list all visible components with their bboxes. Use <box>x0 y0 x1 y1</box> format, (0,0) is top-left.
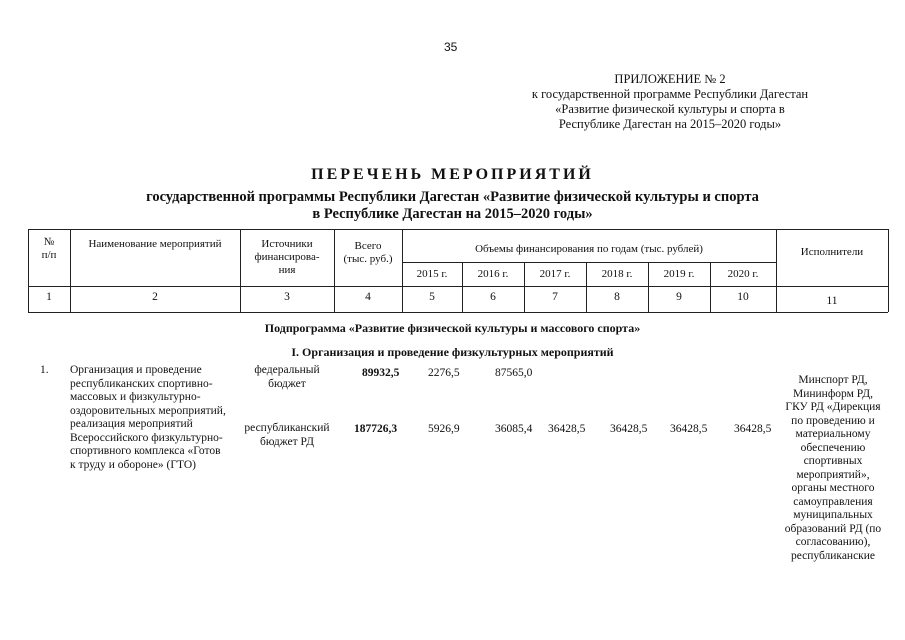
header-volumes: Объемы финансирования по годам (тыс. рублей) <box>475 243 703 255</box>
source-line: федеральный <box>254 364 320 376</box>
republican-total: 187726,3 <box>354 423 398 435</box>
document-subtitle <box>0 189 905 223</box>
column-number: 1 <box>46 291 52 303</box>
activity-name-line: оздоровительных мероприятий, <box>70 404 226 417</box>
activity-name-line: массовых и физкультурно- <box>70 391 201 403</box>
header-num-line: № <box>43 236 55 248</box>
activity-name-line: реализация мероприятий <box>70 418 193 430</box>
executors-line: образований РД (по <box>784 522 882 535</box>
numbers-row-bottom <box>28 312 888 313</box>
header-total <box>334 240 402 266</box>
activity-name-line: Организация и проведение <box>70 364 202 376</box>
executors-line: муниципальных <box>793 509 873 521</box>
executors-line: республиканские <box>790 549 876 562</box>
activity-name-line: республиканских спортивно- <box>70 377 213 390</box>
column-number: 11 <box>826 295 838 307</box>
republican-2016: 36085,4 <box>495 423 533 435</box>
column-number: 8 <box>614 291 620 303</box>
federal-total: 89932,5 <box>362 367 400 379</box>
column-number: 7 <box>552 291 558 303</box>
appendix-line: Республике Дагестан на 2015–2020 годы» <box>558 117 782 131</box>
executors <box>772 374 894 563</box>
header-num <box>28 236 70 262</box>
source-line: бюджет РД <box>260 435 314 448</box>
executors-line: мероприятий», <box>796 468 870 481</box>
subtitle-line: в Республике Дагестан на 2015–2020 годы» <box>312 206 593 222</box>
activity-name-line: спортивного комплекса «Готов <box>70 445 221 457</box>
document-title: ПЕРЕЧЕНЬ МЕРОПРИЯТИЙ <box>311 166 594 183</box>
republican-2017: 36428,5 <box>548 423 586 435</box>
header-year: 2015 г. <box>416 268 448 280</box>
activity-name <box>70 364 226 472</box>
executors-line: по проведению и <box>791 414 875 427</box>
header-year: 2018 г. <box>601 268 633 280</box>
header-sources-line: ния <box>278 264 296 276</box>
republican-2015: 5926,9 <box>428 423 460 435</box>
federal-2015: 2276,5 <box>428 367 460 379</box>
column-number: 6 <box>490 291 496 303</box>
column-number: 4 <box>365 291 371 303</box>
executors-line: спортивных <box>803 455 863 467</box>
federal-2016: 87565,0 <box>495 367 533 379</box>
header-year: 2020 г. <box>727 268 759 280</box>
header-total-line: Всего <box>354 240 382 252</box>
header-total-line: (тыс. руб.) <box>343 253 393 265</box>
column-number: 3 <box>284 291 290 303</box>
executors-line: согласованию), <box>795 536 871 548</box>
executors-line: самоуправления <box>793 495 873 508</box>
executors-line: Минспорт РД, <box>798 374 868 386</box>
executors-line: органы местного <box>791 482 875 494</box>
years-divider <box>402 262 776 263</box>
executors-line: ГКУ РД «Дирекция <box>785 401 881 413</box>
subprogram-title: Подпрограмма «Развитие физической культуры и массового спорта» <box>264 321 641 335</box>
page-number: 35 <box>444 40 458 54</box>
republican-2020: 36428,5 <box>734 423 772 435</box>
activity-name-line: к труду и обороне» (ГТО) <box>70 458 196 471</box>
activity-name-line: Всероссийского физкультурно- <box>70 431 223 444</box>
appendix-line: «Развитие физической культуры и спорта в <box>555 102 785 116</box>
subtitle-line: государственной программы Республики Дагестан «Развитие физической культуры и спорта <box>146 189 759 205</box>
header-name: Наименование мероприятий <box>88 238 222 250</box>
source-line: бюджет <box>268 377 306 390</box>
column-number: 5 <box>429 291 435 303</box>
header-year: 2019 г. <box>663 268 695 280</box>
executors-line: обеспечению <box>800 441 866 454</box>
executors-line: материальному <box>795 428 871 440</box>
appendix-line: ПРИЛОЖЕНИЕ № 2 <box>614 72 726 86</box>
header-sources-line: Источники <box>261 238 313 250</box>
appendix-header <box>480 72 860 132</box>
source-federal <box>240 364 334 391</box>
header-year: 2017 г. <box>539 268 571 280</box>
header-sources <box>240 238 334 277</box>
section-title: I. Организация и проведение физкультурных мероприятий <box>291 345 614 359</box>
header-bottom-border <box>28 286 888 287</box>
republican-2018: 36428,5 <box>610 423 648 435</box>
executors-line: Мининформ РД, <box>792 387 874 400</box>
row-number: 1. <box>40 364 49 376</box>
header-num-line: п/п <box>41 249 57 261</box>
appendix-line: к государственной программе Республики Дагестан <box>531 87 809 101</box>
header-year: 2016 г. <box>477 268 509 280</box>
column-number: 2 <box>152 291 158 303</box>
col-divider <box>888 229 889 312</box>
column-number: 9 <box>676 291 682 303</box>
header-sources-line: финансирова- <box>254 251 320 263</box>
header-executors: Исполнители <box>800 246 864 258</box>
column-number: 10 <box>737 291 749 303</box>
source-line: республиканский <box>244 422 330 434</box>
source-republican <box>238 422 336 449</box>
table-border-top <box>28 229 888 230</box>
republican-2019: 36428,5 <box>670 423 708 435</box>
